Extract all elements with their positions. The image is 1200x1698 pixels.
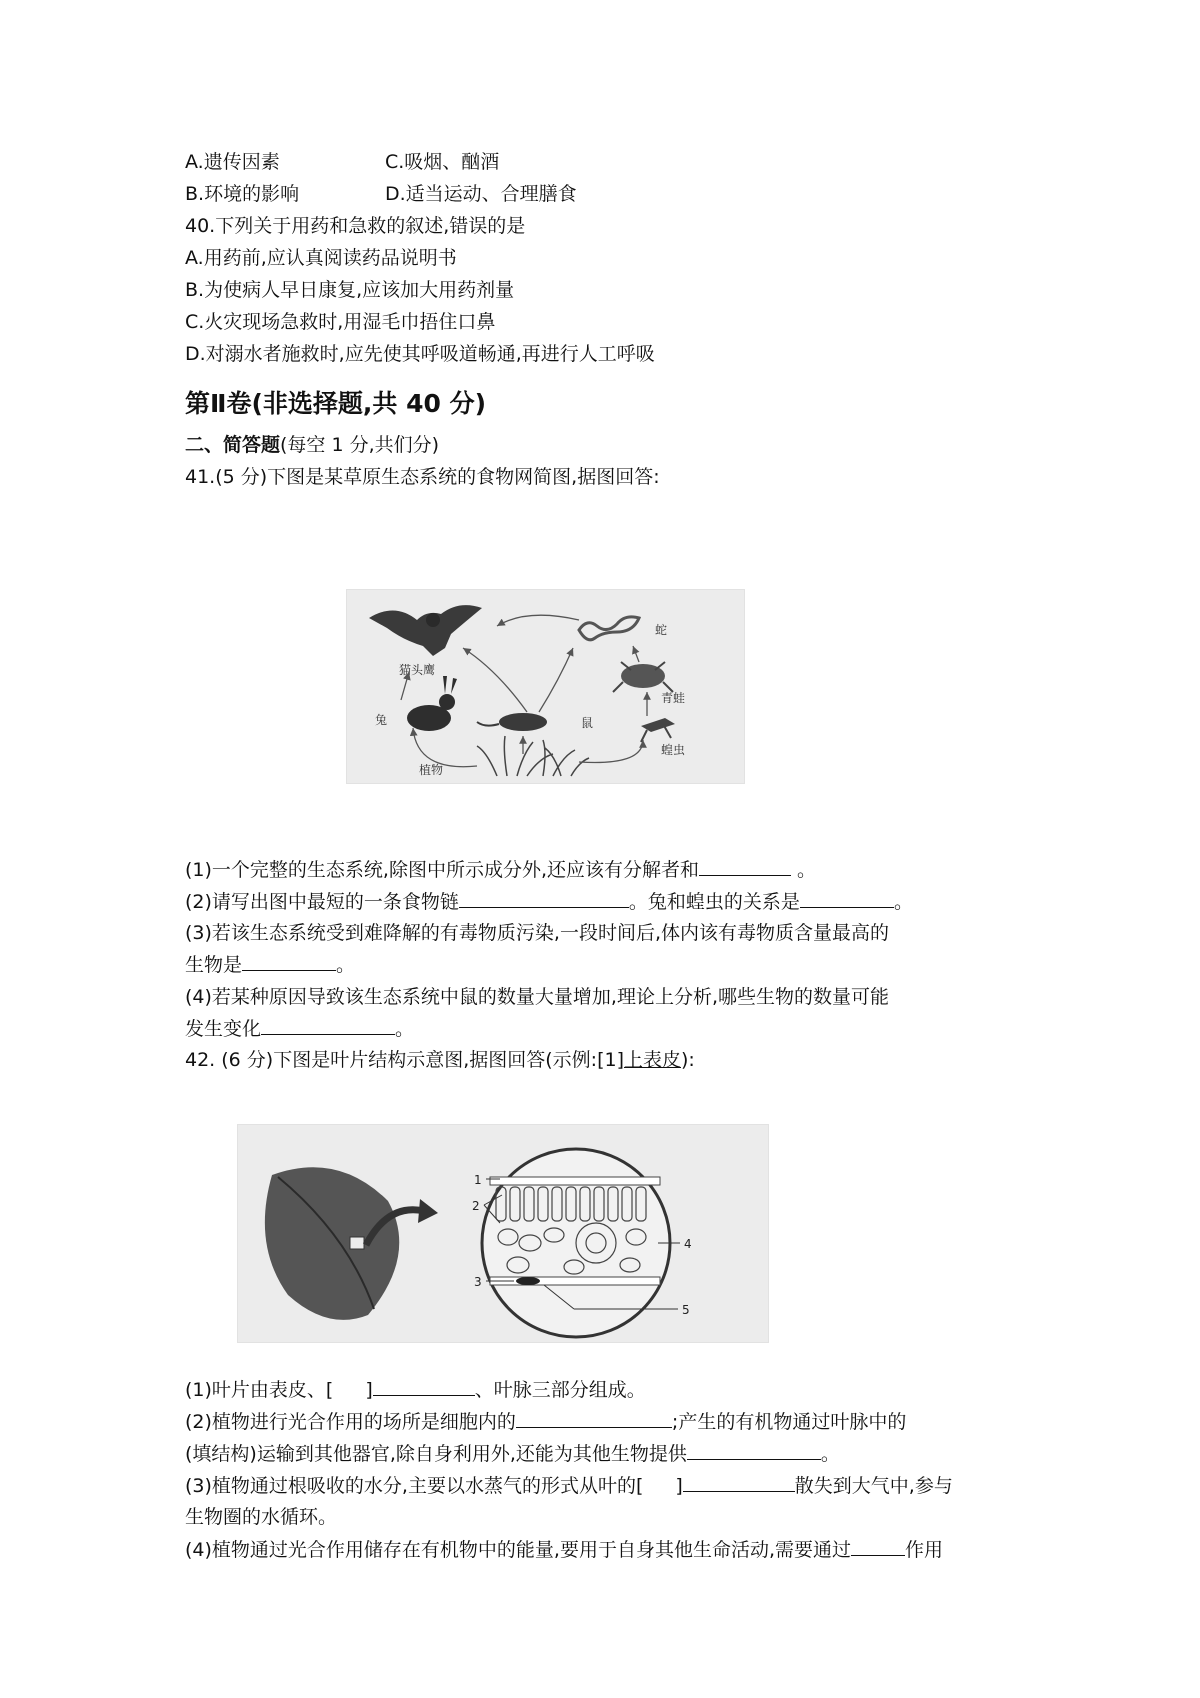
q41-part3-end: 。 [336,954,356,976]
q41-part3-line2 [185,952,355,977]
answer-blank[interactable] [687,1441,821,1460]
q41-part1-end: 。 [791,859,817,881]
q42-stem-text: 42. (6 分)下图是叶片结构示意图,据图回答(示例:[1] [185,1049,624,1071]
q42-part4-end: 作用 [905,1539,944,1561]
q40-option-c: C.火灾现场急救时,用湿毛巾捂住口鼻 [185,311,496,333]
q41-part4-text: 发生变化 [185,1018,262,1040]
snake-drawing [579,617,639,640]
q42-part2-line2 [185,1441,840,1466]
q42-stem-end: ): [681,1049,695,1071]
q41-stem: 41.(5 分)下图是某草原生态系统的食物网简图,据图回答: [185,466,660,488]
owl-drawing [369,605,482,656]
plant-drawing [477,736,589,776]
q42-part2-line1 [185,1409,906,1434]
answer-blank[interactable] [373,1377,475,1396]
mouse-drawing [477,713,547,731]
answer-blank[interactable] [683,1473,795,1492]
grasshopper-drawing [641,718,675,742]
q41-part1-text: (1)一个完整的生态系统,除图中所示成分外,还应该有分解者和 [185,859,699,881]
q42-part3-line2: 生物圈的水循环。 [185,1506,338,1528]
q41-part1 [185,857,816,882]
leaf-drawing [265,1167,399,1320]
q42-part3-text: (3)植物通过根吸收的水分,主要以水蒸气的形式从叶的[ [185,1475,644,1497]
q40-option-b: B.为使病人早日康复,应该加大用药剂量 [185,279,515,301]
q42-part4 [185,1537,943,1562]
answer-blank[interactable] [242,952,336,971]
answer-blank[interactable] [699,857,791,876]
q42-part2-text: (2)植物进行光合作用的场所是细胞内的 [185,1411,516,1433]
leaf-structure-diagram [238,1125,768,1342]
q42-stem-example: 上表皮 [623,1049,681,1071]
q42-part2-mid: ;产生的有机物通过叶脉中的 [671,1411,907,1433]
rabbit-label: 兔 [375,713,388,727]
leaf-structure-figure [237,1124,769,1343]
q42-part3-line1 [185,1473,953,1498]
q42-stem [185,1048,695,1072]
q42-part1 [185,1377,646,1402]
q41-part2 [185,889,913,914]
q41-part2-text: (2)请写出图中最短的一条食物链 [185,891,459,913]
figure-label-5: 5 [682,1303,690,1317]
q41-part4-line2 [185,1016,414,1041]
q42-part1-text: (1)叶片由表皮、[ [185,1379,334,1401]
q42-part2-text2: (填结构)运输到其他器官,除自身利用外,还能为其他生物提供 [185,1443,687,1465]
q42-part3-bracket: ] [675,1475,683,1497]
figure-label-3: 3 [474,1275,482,1289]
figure-label-4: 4 [684,1237,692,1251]
q41-part2-mid: 。兔和蝗虫的关系是 [628,891,800,913]
q41-part3-text: 生物是 [185,954,243,976]
owl-label: 猫头鹰 [399,663,436,677]
answer-blank[interactable] [516,1409,672,1428]
section-subtitle-rest: (每空 1 分,共们分) [280,434,440,456]
section-title: 第Ⅱ卷(非选择题,共 40 分) [185,389,487,418]
q41-part4-end: 。 [395,1018,415,1040]
answer-blank[interactable] [800,889,894,908]
rabbit-drawing [407,676,457,731]
q42-part4-text: (4)植物通过光合作用储存在有机物中的能量,要用于自身其他生命活动,需要通过 [185,1539,851,1561]
q41-part3-line1: (3)若该生态系统受到难降解的有毒物质污染,一段时间后,体内该有毒物质含量最高的 [185,922,889,944]
q41-part2-end: 。 [893,891,913,913]
snake-label: 蛇 [655,623,668,637]
food-web-figure [346,589,745,784]
food-web-diagram [347,590,744,783]
mouse-label: 鼠 [581,716,594,730]
q39-option-b: B.环境的影响 [185,183,300,205]
answer-blank[interactable] [261,1016,395,1035]
frog-drawing [613,662,673,692]
answer-blank[interactable] [459,889,629,908]
q39-option-d: D.适当运动、合理膳食 [385,183,577,205]
frog-label: 青蛙 [661,691,686,705]
figure-label-2: 2 [472,1199,480,1213]
q42-part1-end: 、叶脉三部分组成。 [474,1379,646,1401]
answer-blank[interactable] [851,1537,905,1556]
q40-stem: 40.下列关于用药和急救的叙述,错误的是 [185,215,526,237]
plant-label: 植物 [419,763,444,777]
q42-part3-mid: 散失到大气中,参与 [794,1475,953,1497]
q40-option-a: A.用药前,应认真阅读药品说明书 [185,247,457,269]
grasshopper-label: 蝗虫 [661,743,686,757]
q39-option-c: C.吸烟、酗酒 [385,151,500,173]
q42-part1-bracket: ] [365,1379,373,1401]
q41-part4-line1: (4)若某种原因导致该生态系统中鼠的数量大量增加,理论上分析,哪些生物的数量可能 [185,986,889,1008]
section-subtitle [185,433,439,457]
figure-label-1: 1 [474,1173,482,1187]
q40-option-d: D.对溺水者施救时,应先使其呼吸道畅通,再进行人工呼吸 [185,343,655,365]
q42-part2-end: 。 [820,1443,840,1465]
q39-option-a: A.遗传因素 [185,151,280,173]
section-subtitle-bold: 二、简答题 [185,434,281,456]
